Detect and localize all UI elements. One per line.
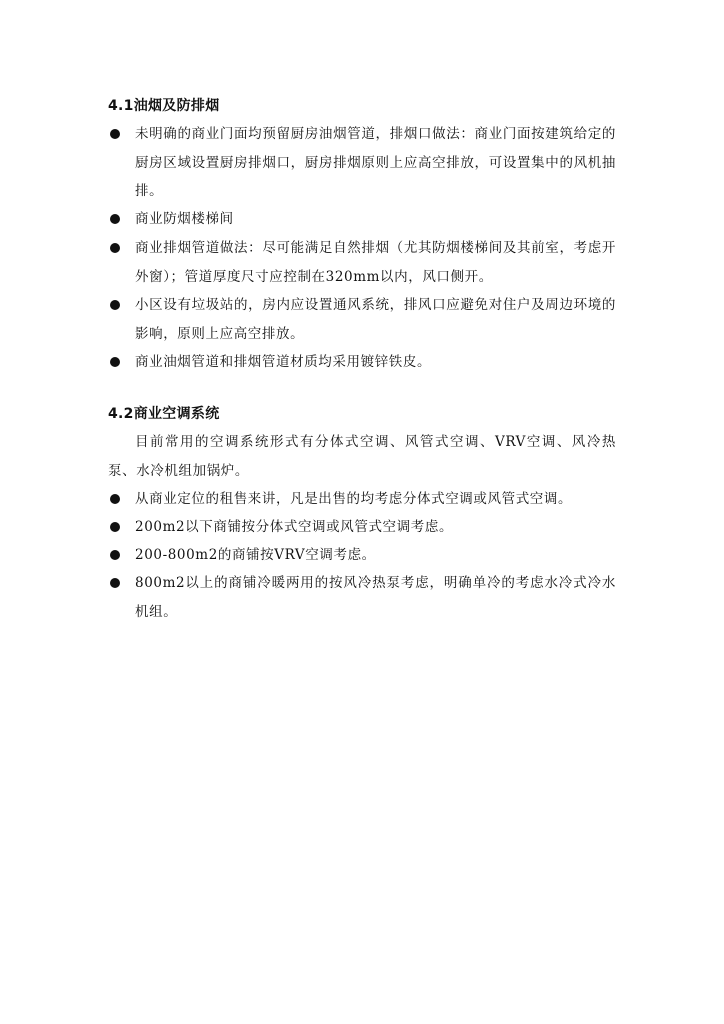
section-heading-4-2: 4.2商业空调系统 (108, 406, 220, 422)
bullet-icon (110, 214, 120, 224)
list-item-text: 商业防烟楼梯间 (135, 211, 234, 227)
bullet-icon (110, 357, 120, 367)
list-item-text: 小区设有垃圾站的，房内应设置通风系统，排风口应避免对住户及周边环境的影响，原则上应高空排放。 (135, 297, 616, 342)
list-item (108, 485, 616, 514)
list-item-text: 800m2以上的商铺冷暖两用的按风冷热泵考虑，明确单冷的考虑水冷式冷水机组。 (135, 575, 616, 620)
list-item (108, 234, 616, 291)
list-item (108, 120, 616, 206)
list-item-text: 未明确的商业门面均预留厨房油烟管道，排烟口做法：商业门面按建筑给定的厨房区域设置厨房排烟口，厨房排烟原则上应高空排放，可设置集中的风机抽排。 (135, 126, 616, 199)
list-item-text: 商业排烟管道做法：尽可能满足自然排烟（尤其防烟楼梯间及其前室，考虑开外窗）；管道厚度尺寸应控制在320mm以内，风口侧开。 (135, 240, 616, 285)
list-item-text: 从商业定位的租售来讲，凡是出售的均考虑分体式空调或风管式空调。 (135, 491, 573, 507)
bullet-icon (110, 494, 120, 504)
bullet-icon (110, 129, 120, 139)
list-item (108, 569, 616, 626)
list-item (108, 513, 616, 542)
list-item (108, 541, 616, 570)
list-item (108, 348, 616, 377)
bullet-icon (110, 550, 120, 560)
intro-paragraph: 目前常用的空调系统形式有分体式空调、风管式空调、VRV空调、风冷热泵、水冷机组加锅炉。 (108, 434, 616, 479)
bullet-icon (110, 522, 120, 532)
list-item-text: 商业油烟管道和排烟管道材质均采用镀锌铁皮。 (135, 354, 432, 370)
section-heading-4-1: 4.1油烟及防排烟 (108, 98, 220, 114)
list-item-text: 200m2以下商铺按分体式空调或风管式空调考虑。 (135, 519, 454, 535)
list-item-text: 200-800m2的商铺按VRV空调考虑。 (135, 547, 376, 563)
bullet-icon (110, 243, 120, 253)
bullet-icon (110, 578, 120, 588)
list-item (108, 291, 616, 348)
list-item (108, 205, 616, 234)
bullet-icon (110, 300, 120, 310)
